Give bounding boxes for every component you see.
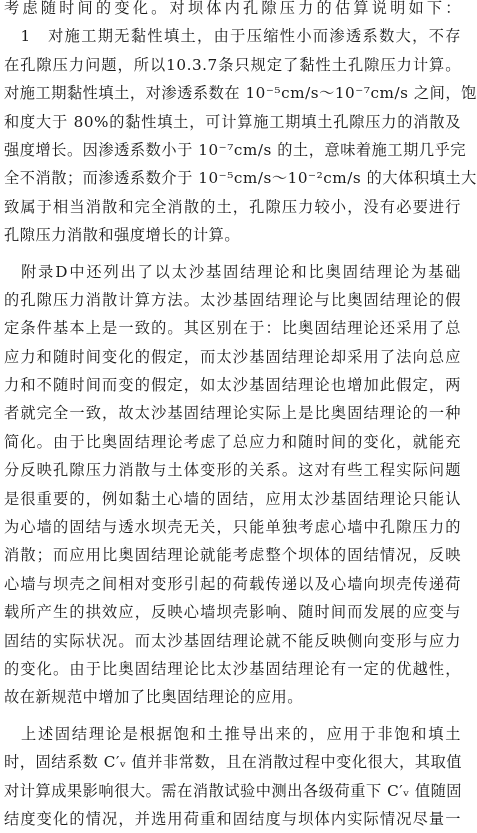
text-line: 上述固结理论是根据饱和土推导出来的，应用于非饱和填土: [4, 724, 461, 743]
text-line: 载所产生的拱效应，反映心墙坝壳影响、随时间而发展的应变与: [4, 603, 461, 622]
text-line: 时，固结系数 C′ᵥ 值并非常数，且在消散过程中变化很大，其取值: [4, 753, 463, 772]
text-line: 全不消散；而渗透系数介于 10⁻⁵cm/s～10⁻²cm/s 的大体积填土大: [4, 169, 477, 188]
text-line: 故在新规范中增加了比奥固结理论的应用。: [4, 688, 304, 707]
text-line: 的变化。由于比奥固结理论比太沙基固结理论有一定的优越性，: [4, 659, 461, 678]
text-line: 是很重要的，例如黏土心墙的固结，应用太沙基固结理论只能认: [4, 489, 461, 508]
text-line: 简化。由于比奥固结理论考虑了总应力和随时间的变化，就能充: [4, 432, 461, 451]
text-line: 结度变化的情况，并选用荷重和固结度与坝体内实际情况尽量一: [4, 809, 461, 828]
text-line: 心墙与坝壳之间相对变形引起的荷载传递以及心墙向坝壳传递荷: [4, 574, 461, 593]
text-line: 的孔隙压力消散计算方法。太沙基固结理论与比奥固结理论的假: [4, 290, 461, 309]
paragraph-spacer: [4, 712, 461, 720]
paragraph-spacer: [4, 250, 461, 258]
text-line: 致属于相当消散和完全消散的土，孔隙压力较小，没有必要进行: [4, 197, 461, 216]
text-line: 对计算成果影响很大。需在消散试验中测出各级荷重下 C′ᵥ 值随固: [4, 781, 463, 800]
text-line: 力和不随时间而变的假定，如太沙基固结理论也增加此假定，两: [4, 376, 461, 395]
text-line: 定条件基本上是一致的。其区别在于：比奥固结理论还采用了总: [4, 319, 461, 338]
text-line: 考虑随时间的变化。对坝体内孔隙压力的估算说明如下：: [4, 0, 461, 17]
text-line: 和度大于 80%的黏性填土，可计算施工期填土孔隙压力的消散及: [4, 112, 461, 131]
text-line: 为心墙的固结与透水坝壳无关，只能单独考虑心墙中孔隙压力的: [4, 518, 461, 537]
text-line: 孔隙压力消散和强度增长的计算。: [4, 226, 241, 245]
text-line: 应力和随时间变化的假定，而太沙基固结理论却采用了法向总应: [4, 347, 461, 366]
text-line: 附录D中还列出了以太沙基固结理论和比奥固结理论为基础: [4, 262, 461, 281]
document-page: [4, 0, 477, 828]
text-line: 消散；而应用比奥固结理论就能考虑整个坝体的固结情况，反映: [4, 546, 461, 565]
paragraph-consolidation-theories: [4, 258, 461, 712]
text-line: 强度增长。因渗透系数小于 10⁻⁷cm/s 的土，意味着施工期几乎完: [4, 140, 467, 159]
paragraph-pore-pressure-estimation: [4, 0, 477, 250]
text-line: 1 对施工期无黏性填土，由于压缩性小而渗透系数大，不存: [4, 27, 461, 46]
text-line: 分反映孔隙压力消散与土体变形的关系。这对有些工程实际问题: [4, 461, 461, 480]
paragraph-unsaturated-fill: [4, 720, 461, 833]
text-line: 者就完全一致，故太沙基固结理论实际上是比奥固结理论的一种: [4, 404, 461, 423]
text-line: 对施工期黏性填土，对渗透系数在 10⁻⁵cm/s～10⁻⁷cm/s 之间，饱: [4, 84, 477, 103]
text-line: 固结的实际状况。而太沙基固结理论就不能反映侧向变形与应力: [4, 631, 461, 650]
text-line: 在孔隙压力问题，所以10.3.7条只规定了黏性土孔隙压力计算。: [4, 55, 461, 74]
